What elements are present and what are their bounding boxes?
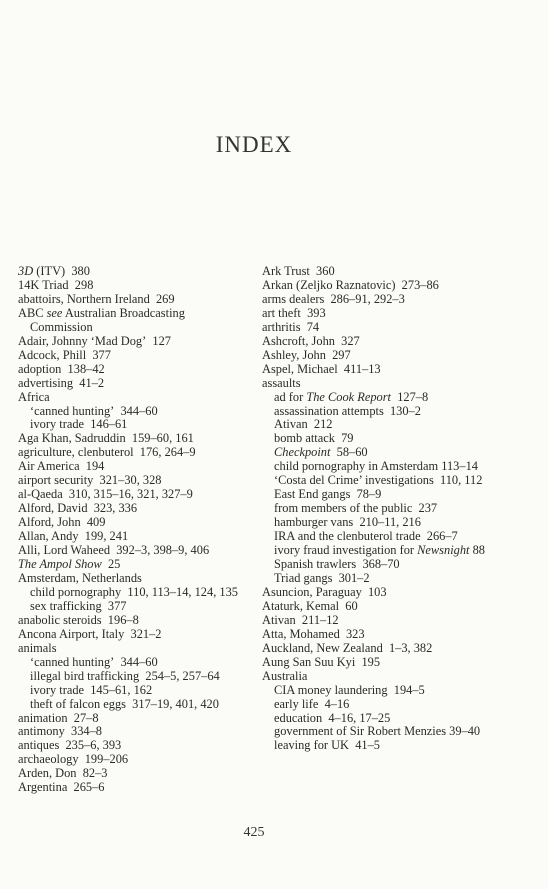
index-subentry: ‘Costa del Crime’ investigations 110, 112 [274,473,483,488]
index-subentry: assassination attempts 130–2 [274,403,421,418]
index-entry: Ark Trust 360 [262,264,335,278]
index-entry: agriculture, clenbuterol 176, 264–9 [18,445,196,460]
index-entry: Ashley, John 297 [262,347,351,362]
index-entry: Alford, John 409 [18,515,106,530]
index-entry: advertising 41–2 [18,375,105,390]
index-subentry: illegal bird trafficking 254–5, 257–64 [30,668,220,683]
index-entry: Allan, Andy 199, 241 [18,529,129,544]
index-subentry: child pornography 110, 113–14, 124, 135 [30,584,238,599]
index-entry: assaults [262,375,301,390]
index-entry: abattoirs, Northern Ireland 269 [18,291,175,306]
index-entry: Arden, Don 82–3 [18,766,108,781]
index-entry: Ativan 211–12 [262,612,339,627]
index-entry: ABC see Australian Broadcasting Commission [18,305,185,334]
index-entry: Auckland, New Zealand 1–3, 382 [262,640,433,655]
index-entry: The Ampol Show 25 [18,557,121,572]
index-subentry: education 4–16, 17–25 [274,710,391,725]
index-subentry: ad for The Cook Report 127–8 [274,389,429,404]
index-entry: Adcock, Phill 377 [18,347,111,362]
index-entry: al-Qaeda 310, 315–16, 321, 327–9 [18,487,193,502]
index-entry: 14K Triad 298 [18,277,94,292]
index-subentry: ivory trade 145–61, 162 [30,682,153,697]
index-subentry: Checkpoint 58–60 [274,445,368,460]
index-subentry: from members of the public 237 [274,501,438,516]
index-entry: Aga Khan, Sadruddin 159–60, 161 [18,431,194,446]
index-subentry: East End gangs 78–9 [274,487,382,502]
index-entry: anabolic steroids 196–8 [18,612,139,627]
page-number: 425 [243,825,265,840]
index-entry: animals [18,640,57,655]
index-entry: Adair, Johnny ‘Mad Dog’ 127 [18,333,171,348]
index-entry: Aspel, Michael 411–13 [262,361,381,376]
index-entry: arthritis 74 [262,319,320,334]
index-subentry: theft of falcon eggs 317–19, 401, 420 [30,696,219,711]
index-subentry: early life 4–16 [274,696,350,711]
index-subentry: hamburger vans 210–11, 216 [274,515,421,530]
index-subentry: Spanish trawlers 368–70 [274,557,400,572]
index-entry: antimony 334–8 [18,724,102,739]
index-subentry: sex trafficking 377 [30,598,127,613]
index-subentry: ivory trade 146–61 [30,417,128,432]
index-entry: Ataturk, Kemal 60 [262,598,358,613]
index-entry: Aung San Suu Kyi 195 [262,654,381,669]
index-column-right [262,265,532,753]
page-title: INDEX [215,132,293,157]
index-entry: Atta, Mohamed 323 [262,626,365,641]
index-entry: art theft 393 [262,305,326,320]
index-subentry: ‘canned hunting’ 344–60 [30,403,158,418]
index-entry: Arkan (Zeljko Raznatovic) 273–86 [262,277,439,292]
index-subentry: CIA money laundering 194–5 [274,682,425,697]
index-subentry: leaving for UK 41–5 [274,738,380,753]
index-entry: 3D (ITV) 380 [18,264,90,278]
index-entry: adoption 138–42 [18,361,105,376]
index-entry: Argentina 265–6 [18,780,105,795]
index-subentry: ‘canned hunting’ 344–60 [30,654,158,669]
index-column-left [18,265,250,795]
index-entry: Amsterdam, Netherlands [18,570,142,585]
index-subentry: bomb attack 79 [274,431,354,446]
index-entry: antiques 235–6, 393 [18,738,122,753]
index-entry: Alford, David 323, 336 [18,501,138,516]
index-entry: airport security 321–30, 328 [18,473,162,488]
index-entry: animation 27–8 [18,710,99,725]
index-entry: Africa [18,389,50,404]
index-entry: Alli, Lord Waheed 392–3, 398–9, 406 [18,543,210,558]
index-subentry: Triad gangs 301–2 [274,570,370,585]
index-subentry: child pornography in Amsterdam 113–14 [274,459,478,474]
index-subentry: government of Sir Robert Menzies 39–40 [274,724,481,739]
index-entry: Australia [262,668,308,683]
index-entry: arms dealers 286–91, 292–3 [262,291,405,306]
index-entry: archaeology 199–206 [18,752,129,767]
index-subentry: ivory fraud investigation for Newsnight 88 [274,543,485,558]
index-entry: Ancona Airport, Italy 321–2 [18,626,162,641]
index-subentry: IRA and the clenbuterol trade 266–7 [274,529,458,544]
index-entry: Ashcroft, John 327 [262,333,360,348]
index-subentry: Ativan 212 [274,417,333,432]
index-entry: Asuncion, Paraguay 103 [262,584,387,599]
index-entry: Air America 194 [18,459,105,474]
